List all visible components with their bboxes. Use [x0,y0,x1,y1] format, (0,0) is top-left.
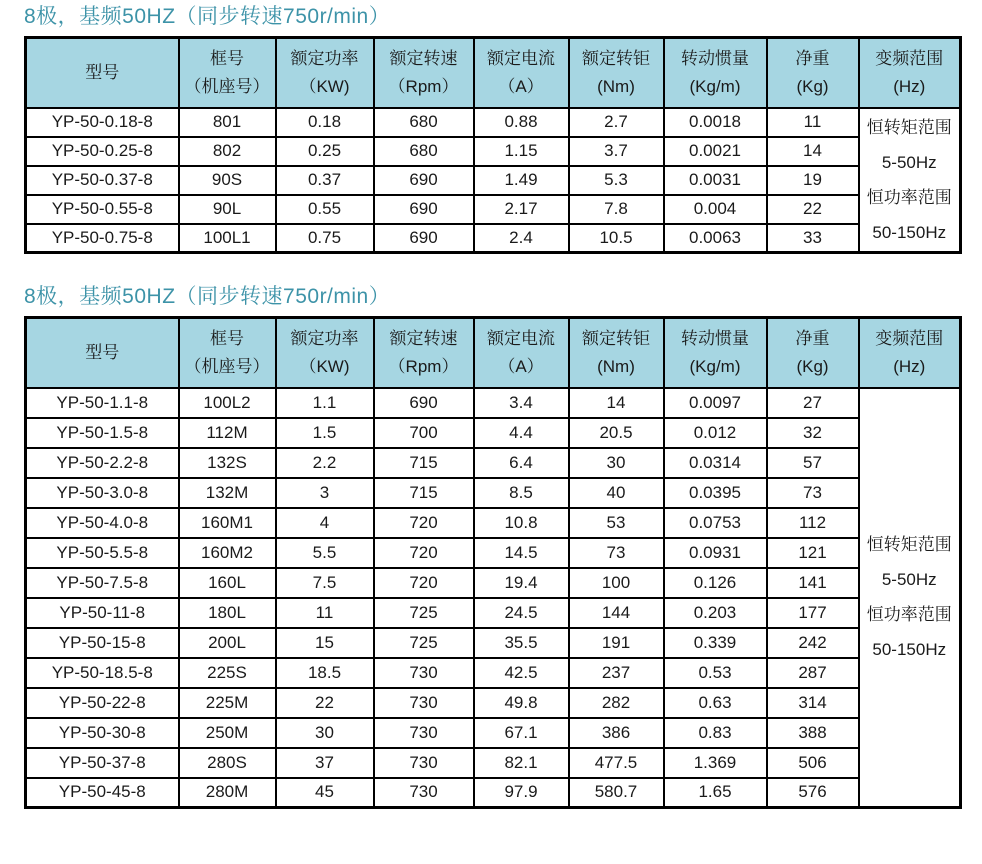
table-title: 8极，基频50HZ（同步转速750r/min） [24,5,391,28]
frequency-range-line: 恒转矩范围 [866,117,952,137]
frequency-range-note [859,388,961,808]
table-cell: 0.63 [664,688,767,718]
table-cell: 0.0395 [664,478,767,508]
table-cell: YP-50-0.55-8 [26,195,179,224]
table-cell: 680 [374,108,474,137]
frequency-range-line: 恒功率范围 [866,187,952,207]
table-cell: 0.126 [664,568,767,598]
spec-section-2 [24,284,960,809]
table-cell: 386 [569,718,664,748]
table-cell: 160L [179,568,276,598]
table-row [26,658,961,688]
table-cell: 1.49 [474,166,569,195]
table-cell: YP-50-7.5-8 [26,568,179,598]
table-cell: YP-50-0.18-8 [26,108,179,137]
table-cell: 0.37 [276,166,374,195]
table-cell: 90L [179,195,276,224]
table-row [26,388,961,418]
table-row [26,448,961,478]
table-cell: 57 [767,448,859,478]
table-cell: 11 [767,108,859,137]
table-cell: 690 [374,195,474,224]
table-cell: 730 [374,748,474,778]
table-cell: 27 [767,388,859,418]
table-cell: 5.5 [276,538,374,568]
table-row [26,224,961,253]
table-cell: YP-50-0.75-8 [26,224,179,253]
table-cell: 11 [276,598,374,628]
table-cell: 33 [767,224,859,253]
table-cell: 32 [767,418,859,448]
table-cell: 53 [569,508,664,538]
table-cell: 506 [767,748,859,778]
table-cell: 700 [374,418,474,448]
table-cell: YP-50-11-8 [26,598,179,628]
table-cell: 100L1 [179,224,276,253]
table-cell: 14 [767,137,859,166]
table-cell: YP-50-0.37-8 [26,166,179,195]
table-cell: 0.55 [276,195,374,224]
table-cell: 225M [179,688,276,718]
table-cell: 14.5 [474,538,569,568]
table-cell: 1.5 [276,418,374,448]
table-cell: 132M [179,478,276,508]
column-header: 转动惯量 (Kg/m) [664,38,767,108]
column-header: 额定转速 （Rpm） [374,318,474,388]
table-cell: 0.0931 [664,538,767,568]
table-cell: 14 [569,388,664,418]
table-cell: 730 [374,658,474,688]
table-row [26,137,961,166]
spec-table [24,36,962,254]
table-cell: YP-50-1.1-8 [26,388,179,418]
table-cell: 10.8 [474,508,569,538]
table-cell: 250M [179,718,276,748]
header-row [26,38,961,108]
table-cell: 73 [569,538,664,568]
table-cell: 242 [767,628,859,658]
table-cell: 0.18 [276,108,374,137]
table-cell: 30 [276,718,374,748]
column-header: 型号 [26,38,179,108]
table-cell: 0.0031 [664,166,767,195]
table-cell: 730 [374,718,474,748]
column-header: 额定电流 （A） [474,318,569,388]
table-cell: YP-50-15-8 [26,628,179,658]
column-header: 框号 （机座号） [179,38,276,108]
column-header: 额定电流 （A） [474,38,569,108]
table-cell: 282 [569,688,664,718]
table-cell: 24.5 [474,598,569,628]
table-cell: 0.0021 [664,137,767,166]
table-cell: 0.53 [664,658,767,688]
table-cell: 4 [276,508,374,538]
table-cell: 177 [767,598,859,628]
table-cell: 690 [374,166,474,195]
column-header: 框号 （机座号） [179,318,276,388]
table-cell: 141 [767,568,859,598]
table-cell: 191 [569,628,664,658]
table-cell: 5.3 [569,166,664,195]
table-cell: 200L [179,628,276,658]
table-cell: 42.5 [474,658,569,688]
table-row [26,538,961,568]
table-cell: 314 [767,688,859,718]
column-header: 额定功率 （KW) [276,38,374,108]
table-cell: 97.9 [474,778,569,808]
frequency-range-line: 恒转矩范围 [866,535,952,555]
table-cell: 3 [276,478,374,508]
table-cell: 19 [767,166,859,195]
table-cell: 0.203 [664,598,767,628]
table-cell: 1.369 [664,748,767,778]
table-cell: 4.4 [474,418,569,448]
table-cell: 690 [374,224,474,253]
table-cell: 3.4 [474,388,569,418]
table-cell: 3.7 [569,137,664,166]
table-cell: 100L2 [179,388,276,418]
table-cell: 160M1 [179,508,276,538]
table-cell: 6.4 [474,448,569,478]
table-cell: 67.1 [474,718,569,748]
table-cell: 0.83 [664,718,767,748]
table-cell: 730 [374,688,474,718]
table-cell: 287 [767,658,859,688]
table-cell: 100 [569,568,664,598]
table-cell: 0.0753 [664,508,767,538]
table-cell: 0.0097 [664,388,767,418]
table-cell: 2.4 [474,224,569,253]
table-cell: 0.0063 [664,224,767,253]
spec-section-1 [24,4,960,254]
table-cell: 45 [276,778,374,808]
table-cell: 720 [374,568,474,598]
table-cell: 1.15 [474,137,569,166]
table-row [26,748,961,778]
table-cell: 730 [374,778,474,808]
table-cell: 30 [569,448,664,478]
table-row [26,688,961,718]
table-cell: 225S [179,658,276,688]
table-row [26,778,961,808]
table-cell: YP-50-1.5-8 [26,418,179,448]
column-header: 额定功率 （KW) [276,318,374,388]
table-cell: 0.012 [664,418,767,448]
table-row [26,718,961,748]
table-cell: 576 [767,778,859,808]
table-cell: 2.7 [569,108,664,137]
table-cell: 35.5 [474,628,569,658]
table-cell: 19.4 [474,568,569,598]
table-cell: YP-50-0.25-8 [26,137,179,166]
column-header: 额定转钜 (Nm) [569,38,664,108]
table-cell: 0.339 [664,628,767,658]
frequency-range-line: 5-50Hz [881,570,937,590]
table-cell: 715 [374,448,474,478]
table-cell: 112 [767,508,859,538]
table-row [26,166,961,195]
table-cell: 280M [179,778,276,808]
table-cell: 0.88 [474,108,569,137]
table-cell: 725 [374,628,474,658]
table-row [26,508,961,538]
table-cell: 160M2 [179,538,276,568]
table-cell: 720 [374,538,474,568]
table-cell: 720 [374,508,474,538]
table-cell: 10.5 [569,224,664,253]
table-cell: 40 [569,478,664,508]
table-cell: 0.0018 [664,108,767,137]
table-cell: 37 [276,748,374,778]
table-cell: 144 [569,598,664,628]
table-row [26,568,961,598]
table-cell: 690 [374,388,474,418]
table-cell: 725 [374,598,474,628]
table-cell: 580.7 [569,778,664,808]
table-cell: 82.1 [474,748,569,778]
column-header: 转动惯量 (Kg/m) [664,318,767,388]
table-cell: 22 [767,195,859,224]
table-cell: 802 [179,137,276,166]
table-row [26,628,961,658]
table-cell: 18.5 [276,658,374,688]
table-cell: YP-50-4.0-8 [26,508,179,538]
table-cell: 1.1 [276,388,374,418]
table-row [26,478,961,508]
table-cell: 112M [179,418,276,448]
frequency-range-line: 5-50Hz [881,152,937,172]
table-cell: YP-50-2.2-8 [26,448,179,478]
frequency-range-line: 50-150Hz [872,222,947,242]
table-cell: 180L [179,598,276,628]
table-cell: 22 [276,688,374,718]
table-cell: YP-50-5.5-8 [26,538,179,568]
frequency-range-line: 50-150Hz [872,640,947,660]
column-header: 净重 (Kg) [767,38,859,108]
column-header: 变频范围 (Hz) [859,318,961,388]
table-cell: 7.5 [276,568,374,598]
table-cell: 15 [276,628,374,658]
table-cell: 0.75 [276,224,374,253]
table-cell: 715 [374,478,474,508]
table-title: 8极，基频50HZ（同步转速750r/min） [24,285,391,308]
table-cell: 2.2 [276,448,374,478]
table-cell: 8.5 [474,478,569,508]
table-cell: 121 [767,538,859,568]
table-cell: 388 [767,718,859,748]
header-row [26,318,961,388]
table-cell: 7.8 [569,195,664,224]
table-cell: 2.17 [474,195,569,224]
frequency-range-note [859,108,961,253]
table-cell: 20.5 [569,418,664,448]
frequency-range-line: 恒功率范围 [866,605,952,625]
table-cell: 49.8 [474,688,569,718]
table-cell: YP-50-37-8 [26,748,179,778]
table-cell: 280S [179,748,276,778]
table-cell: 73 [767,478,859,508]
column-header: 额定转速 （Rpm） [374,38,474,108]
column-header: 变频范围 (Hz) [859,38,961,108]
spec-table [24,316,962,809]
table-cell: YP-50-45-8 [26,778,179,808]
table-cell: YP-50-18.5-8 [26,658,179,688]
table-cell: 680 [374,137,474,166]
column-header: 净重 (Kg) [767,318,859,388]
column-header: 型号 [26,318,179,388]
table-row [26,108,961,137]
table-cell: YP-50-22-8 [26,688,179,718]
table-cell: 801 [179,108,276,137]
table-cell: YP-50-3.0-8 [26,478,179,508]
table-row [26,598,961,628]
table-cell: 0.25 [276,137,374,166]
column-header: 额定转钜 (Nm) [569,318,664,388]
table-cell: YP-50-30-8 [26,718,179,748]
table-cell: 90S [179,166,276,195]
table-cell: 237 [569,658,664,688]
table-row [26,195,961,224]
table-cell: 132S [179,448,276,478]
table-cell: 477.5 [569,748,664,778]
table-cell: 0.004 [664,195,767,224]
table-cell: 1.65 [664,778,767,808]
table-cell: 0.0314 [664,448,767,478]
table-row [26,418,961,448]
